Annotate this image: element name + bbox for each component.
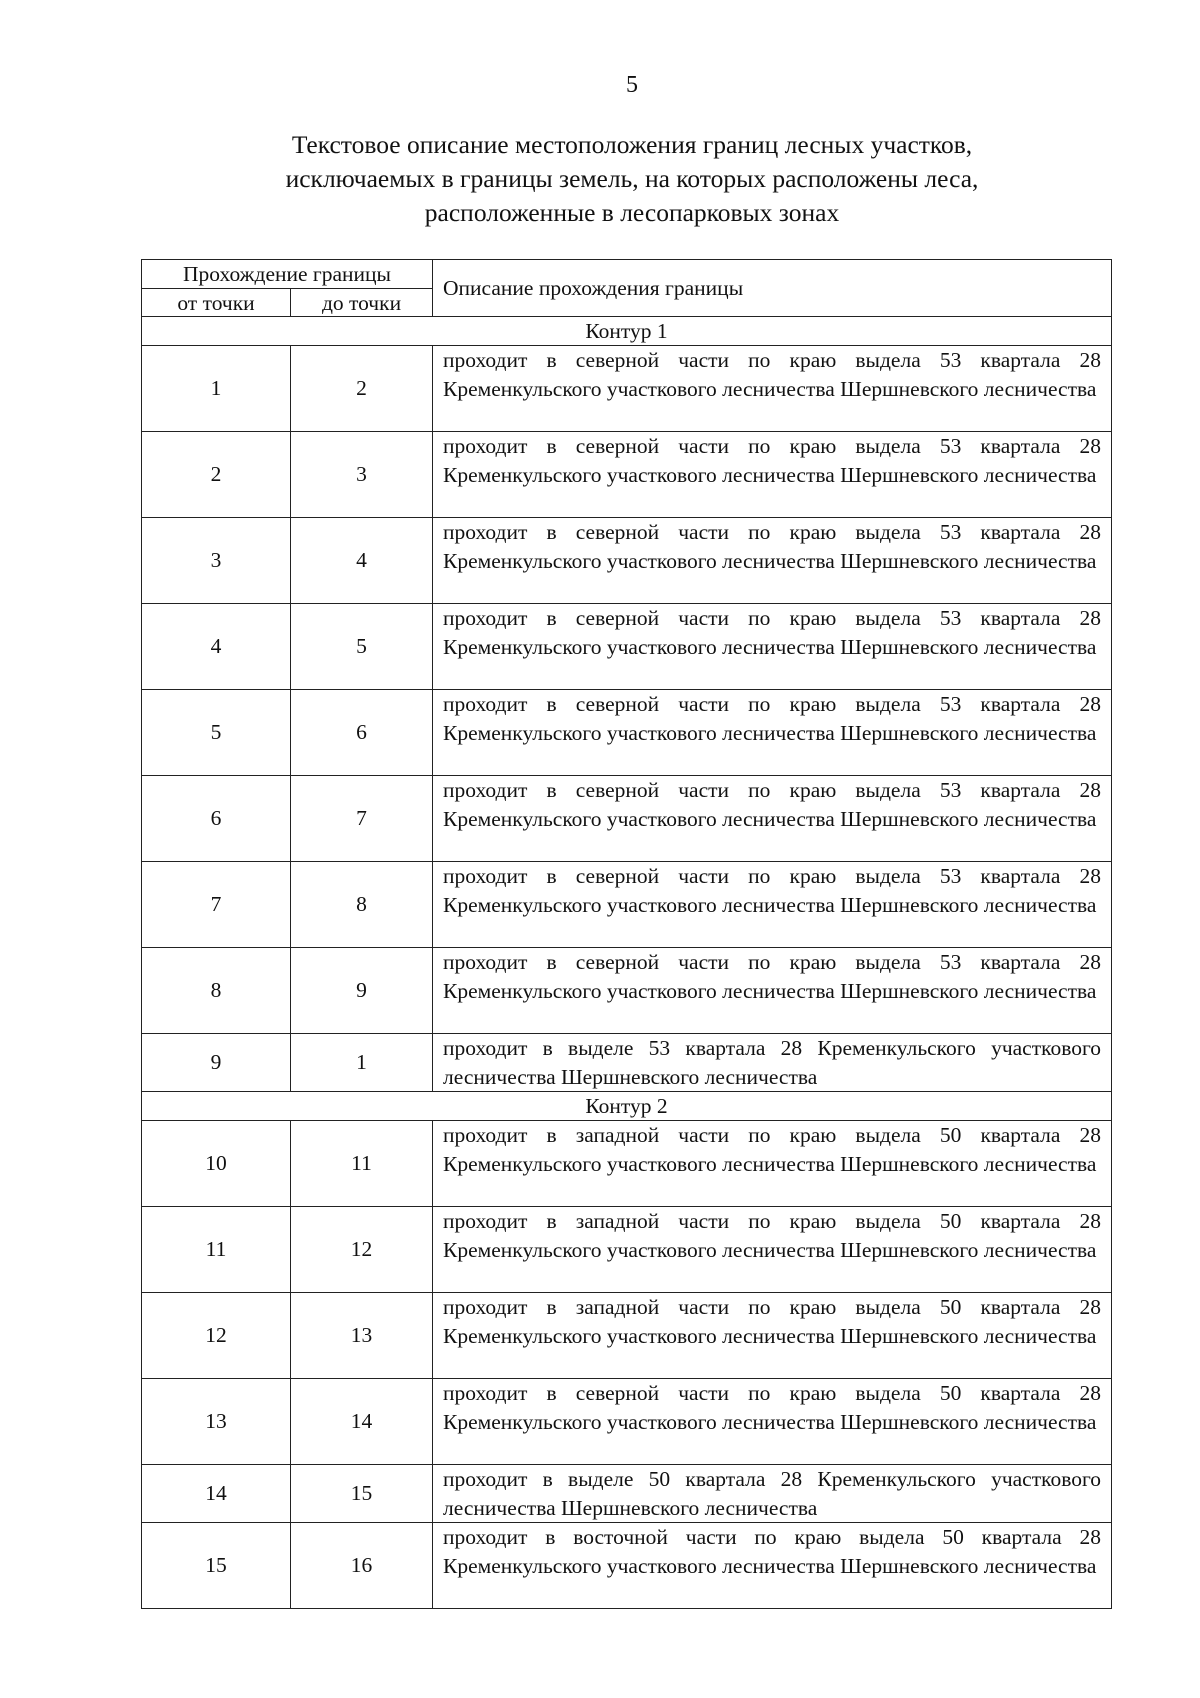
- to-point-cell: 1: [291, 1034, 433, 1092]
- from-point-cell: 5: [142, 690, 291, 776]
- table-row: [142, 1207, 1112, 1293]
- description-cell: проходит в западной части по краю выдела 50 квартала 28 Кременкульского участкового лесничества Шершневского лесничества: [433, 1207, 1112, 1293]
- from-point-cell: 4: [142, 604, 291, 690]
- table-row: [142, 1293, 1112, 1379]
- from-point-cell: 11: [142, 1207, 291, 1293]
- to-point-cell: 9: [291, 948, 433, 1034]
- title-line: расположенные в лесопарковых зонах: [424, 198, 840, 227]
- to-point-cell: 3: [291, 432, 433, 518]
- description-cell: проходит в северной части по краю выдела 53 квартала 28 Кременкульского участкового лесничества Шершневского лесничества: [433, 776, 1112, 862]
- title-line: исключаемых в границы земель, на которых расположены леса,: [285, 164, 979, 193]
- table-body: [142, 317, 1112, 1609]
- from-point-cell: 13: [142, 1379, 291, 1465]
- from-point-cell: 12: [142, 1293, 291, 1379]
- to-point-cell: 8: [291, 862, 433, 948]
- from-point-cell: 7: [142, 862, 291, 948]
- table-row: [142, 346, 1112, 432]
- to-point-cell: 11: [291, 1121, 433, 1207]
- description-cell: проходит в выделе 53 квартала 28 Кременкульского участкового лесничества Шершневского лесничества: [433, 1034, 1112, 1092]
- description-cell: проходит в восточной части по краю выдела 50 квартала 28 Кременкульского участкового лесничества Шершневского лесничества: [433, 1523, 1112, 1609]
- from-point-cell: 6: [142, 776, 291, 862]
- table-row: [142, 948, 1112, 1034]
- description-cell: проходит в выделе 50 квартала 28 Кременкульского участкового лесничества Шершневского лесничества: [433, 1465, 1112, 1523]
- from-point-cell: 2: [142, 432, 291, 518]
- from-point-cell: 9: [142, 1034, 291, 1092]
- description-cell: проходит в северной части по краю выдела 53 квартала 28 Кременкульского участкового лесничества Шершневского лесничества: [433, 346, 1112, 432]
- contour-label: Контур 2: [142, 1092, 1112, 1121]
- table-row: [142, 690, 1112, 776]
- description-cell: проходит в западной части по краю выдела 50 квартала 28 Кременкульского участкового лесничества Шершневского лесничества: [433, 1121, 1112, 1207]
- description-cell: проходит в северной части по краю выдела 53 квартала 28 Кременкульского участкового лесничества Шершневского лесничества: [433, 862, 1112, 948]
- table-row: [142, 1034, 1112, 1092]
- to-point-cell: 4: [291, 518, 433, 604]
- description-cell: проходит в северной части по краю выдела 53 квартала 28 Кременкульского участкового лесничества Шершневского лесничества: [433, 948, 1112, 1034]
- header-to-point: до точки: [291, 289, 433, 317]
- from-point-cell: 3: [142, 518, 291, 604]
- title-line: Текстовое описание местоположения границ лесных участков,: [291, 130, 973, 159]
- from-point-cell: 14: [142, 1465, 291, 1523]
- to-point-cell: 14: [291, 1379, 433, 1465]
- table-row: [142, 518, 1112, 604]
- table-row: [142, 432, 1112, 518]
- table-row: [142, 1465, 1112, 1523]
- table-row: [142, 604, 1112, 690]
- table-row: [142, 1121, 1112, 1207]
- from-point-cell: 8: [142, 948, 291, 1034]
- contour-row: [142, 317, 1112, 346]
- contour-row: [142, 1092, 1112, 1121]
- table-row: [142, 1379, 1112, 1465]
- to-point-cell: 7: [291, 776, 433, 862]
- to-point-cell: 5: [291, 604, 433, 690]
- description-cell: проходит в северной части по краю выдела 50 квартала 28 Кременкульского участкового лесничества Шершневского лесничества: [433, 1379, 1112, 1465]
- page-number: 5: [626, 72, 638, 98]
- to-point-cell: 16: [291, 1523, 433, 1609]
- to-point-cell: 15: [291, 1465, 433, 1523]
- from-point-cell: 15: [142, 1523, 291, 1609]
- table-row: [142, 776, 1112, 862]
- description-cell: проходит в западной части по краю выдела 50 квартала 28 Кременкульского участкового лесничества Шершневского лесничества: [433, 1293, 1112, 1379]
- table-row: [142, 862, 1112, 948]
- description-cell: проходит в северной части по краю выдела 53 квартала 28 Кременкульского участкового лесничества Шершневского лесничества: [433, 432, 1112, 518]
- description-cell: проходит в северной части по краю выдела 53 квартала 28 Кременкульского участкового лесничества Шершневского лесничества: [433, 518, 1112, 604]
- to-point-cell: 6: [291, 690, 433, 776]
- header-from-point: от точки: [142, 289, 291, 317]
- to-point-cell: 13: [291, 1293, 433, 1379]
- from-point-cell: 10: [142, 1121, 291, 1207]
- to-point-cell: 2: [291, 346, 433, 432]
- description-cell: проходит в северной части по краю выдела 53 квартала 28 Кременкульского участкового лесничества Шершневского лесничества: [433, 604, 1112, 690]
- from-point-cell: 1: [142, 346, 291, 432]
- table-row: [142, 1523, 1112, 1609]
- description-cell: проходит в северной части по краю выдела 53 квартала 28 Кременкульского участкового лесничества Шершневского лесничества: [433, 690, 1112, 776]
- document-title: [140, 128, 1124, 230]
- header-boundary-passage: Прохождение границы: [142, 260, 433, 289]
- boundary-table: [141, 259, 1112, 1609]
- header-description: Описание прохождения границы: [433, 260, 1112, 317]
- contour-label: Контур 1: [142, 317, 1112, 346]
- to-point-cell: 12: [291, 1207, 433, 1293]
